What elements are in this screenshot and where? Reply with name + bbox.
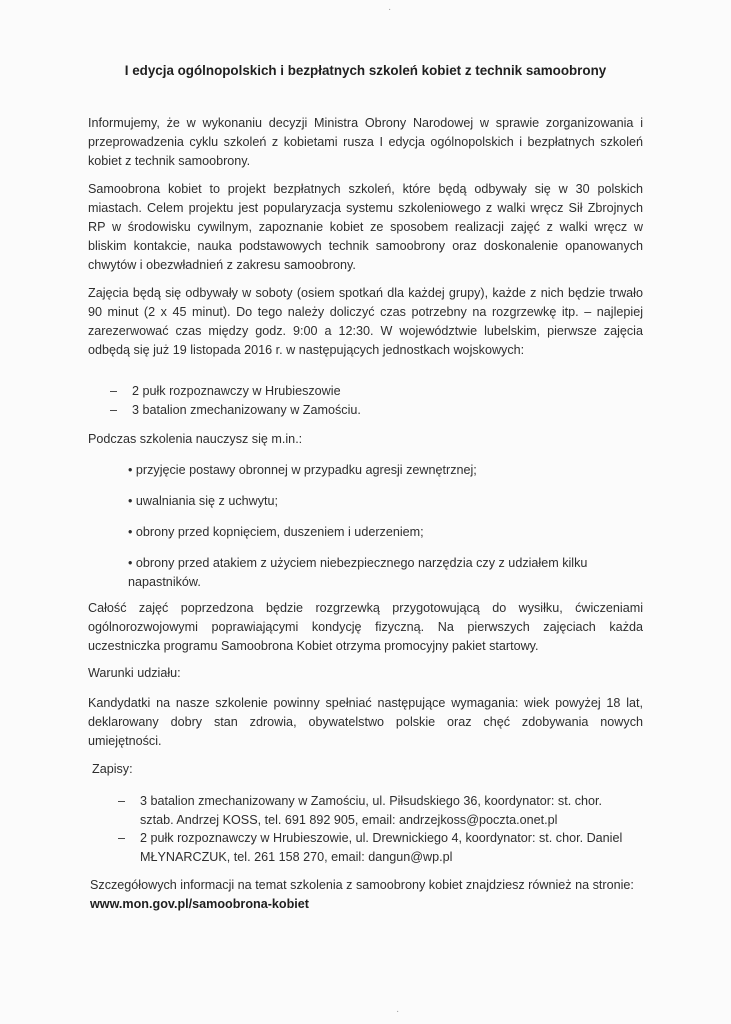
document-title: I edycja ogólnopolskich i bezpłatnych szkoleń kobiet z technik samoobrony: [124, 63, 607, 78]
enrollment-heading: Zapisy:: [92, 762, 133, 776]
dash-marker: –: [110, 403, 118, 417]
unit-item-label: 3 batalion zmechanizowany w Zamościu.: [132, 403, 361, 417]
enrollment-item: [118, 829, 638, 867]
scan-speck: ·: [396, 1006, 400, 1017]
info-paragraph: [90, 876, 650, 914]
scan-speck: ·: [388, 4, 392, 15]
website-link[interactable]: www.mon.gov.pl/samoobrona-kobiet: [90, 897, 310, 911]
dash-marker: –: [110, 384, 118, 398]
skill-item: • uwalniania się z uchwytu;: [128, 494, 279, 508]
conditions-heading: Warunki udziału:: [88, 666, 181, 680]
project-paragraph: Samoobrona kobiet to projekt bezpłatnych szkoleń, które będą odbywały się w 30 polskich miastach. Celem projektu jest popularyzacja systemu szkoleniowego z walki wręcz Sił Zbrojnych RP w środowisku cywilnym, zapoznanie kobiet ze sposobem realizacji zajęć z walki wręcz w bliskim kontakcie, nauka podstawowych technik samoobrony oraz doskonalenie opanowanych chwytów i obezwładnień z zakresu samoobrony.: [88, 182, 643, 272]
skill-item: • obrony przed atakiem z użyciem niebezpiecznego narzędzia czy z udziałem kilku napastników.: [128, 556, 588, 589]
dash-marker: –: [118, 794, 126, 808]
schedule-paragraph: Zajęcia będą się odbywały w soboty (osiem spotkań dla każdej grupy), każde z nich będzie trwało 90 minut (2 x 45 minut). Do tego należy doliczyć czas potrzebny na rozgrzewkę itp. – najlepiej zarezerwować czas między godz. 9:00 a 12:30. W województwie lubelskim, pierwsze zajęcia odbędą się już 19 listopada 2016 r. w następujących jednostkach wojskowych:: [88, 286, 643, 357]
skill-item: • przyjęcie postawy obronnej w przypadku agresji zewnętrznej;: [128, 463, 477, 477]
enrollment-item-label: 3 batalion zmechanizowany w Zamościu, ul. Piłsudskiego 36, koordynator: st. chor. sztab. Andrzej KOSS, tel. 691 892 905, email: andrzejkoss@poczta.onet.pl: [140, 794, 603, 827]
skill-item: • obrony przed kopnięciem, duszeniem i uderzeniem;: [128, 525, 424, 539]
enrollment-item-label: 2 pułk rozpoznawczy w Hrubieszowie, ul. Drewnickiego 4, koordynator: st. chor. Daniel MŁYNARCZUK, tel. 261 158 270, email: dangun@wp.pl: [140, 831, 623, 864]
enrollment-item: [118, 792, 638, 830]
learn-heading: Podczas szkolenia nauczysz się m.in.:: [88, 432, 303, 446]
warmup-paragraph: Całość zajęć poprzedzona będzie rozgrzewką przygotowującą do wysiłku, ćwiczeniami ogólnorozwojowymi poprawiającymi kondycję fizyczną. Na pierwszych zajęciach każda uczestniczka programu Samoobrona Kobiet otrzyma promocyjny pakiet startowy.: [88, 601, 643, 653]
conditions-paragraph: Kandydatki na nasze szkolenie powinny spełniać następujące wymagania: wiek powyżej 18 lat, deklarowany dobry stan zdrowia, obywatelstwo polskie oraz chęć zdobywania nowych umiejętności.: [88, 696, 643, 748]
unit-item-label: 2 pułk rozpoznawczy w Hrubieszowie: [132, 384, 341, 398]
intro-paragraph: Informujemy, że w wykonaniu decyzji Ministra Obrony Narodowej w sprawie zorganizowania i przeprowadzenia cyklu szkoleń z kobietami rusza I edycja ogólnopolskich i bezpłatnych szkoleń kobiet z technik samoobrony.: [88, 116, 643, 168]
info-text: Szczegółowych informacji na temat szkolenia z samoobrony kobiet znajdziesz również na stronie:: [90, 878, 634, 892]
dash-marker: –: [118, 831, 126, 845]
